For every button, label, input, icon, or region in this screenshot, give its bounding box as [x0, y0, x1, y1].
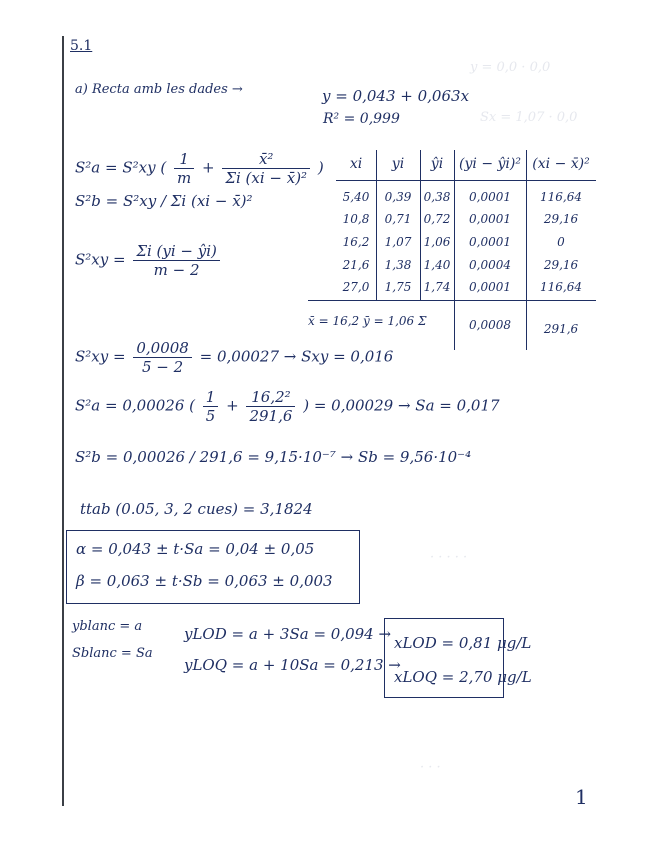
fraction: $\frac{\text{16,2²}}{291,6}$: [246, 388, 295, 425]
table-cell: 0,72: [423, 212, 451, 226]
show-through-text: y = 0,0 · 0,0: [470, 60, 551, 75]
results-box: [384, 618, 504, 698]
formula-sa: S²a = S²xy ( $\frac{1}{m}$ + $\frac{\text{x̄²}}{\text{Σi (xi − x̄)²}}$ ): [75, 150, 324, 187]
x-lod: xLOD = 0,81 μg/L: [394, 634, 532, 652]
show-through-text: · · ·: [420, 760, 441, 775]
table-cell: 1,06: [423, 235, 451, 249]
fraction: $\frac{\text{x̄²}}{\text{Σi (xi − x̄)²}}$: [222, 150, 310, 187]
table-cell: 0,0001: [469, 280, 511, 294]
table-cell: 0,0004: [469, 258, 511, 272]
margin-line: [62, 36, 64, 806]
s-blank: Sblanc = Sa: [72, 646, 153, 661]
show-through-text: · · · · ·: [430, 550, 468, 565]
table-header: ŷi: [430, 156, 444, 172]
table-cell: 1,40: [423, 258, 451, 272]
table-cell: 27,0: [342, 280, 370, 294]
formula-sxy: S²xy = $\frac{\Sigma i (yi - ŷi)}{m - 2}$: [75, 242, 223, 279]
section-number: 5.1: [70, 38, 93, 54]
table-cell: 0,71: [384, 212, 412, 226]
table-cell: 16,2: [342, 235, 370, 249]
table-cell: 1,75: [384, 280, 412, 294]
y-loq: yLOQ = a + 10Sa = 0,213 →: [184, 656, 401, 674]
table-cell: 10,8: [342, 212, 370, 226]
table-cell: 29,16: [543, 212, 579, 226]
show-through-text: Sx = 1,07 · 0,0: [480, 110, 578, 125]
alpha-interval: α = 0,043 ± t·Sa = 0,04 ± 0,05: [76, 540, 315, 558]
table-summary-means: x̄ = 16,2 ȳ = 1,06 Σ: [308, 314, 427, 328]
table-cell: 0,0001: [469, 190, 511, 204]
beta-interval: β = 0,063 ± t·Sb = 0,063 ± 0,003: [76, 572, 333, 590]
fraction: $\frac{0,0008}{5 - 2}$: [133, 339, 192, 376]
calc-sxy: S²xy = $\frac{0,0008}{5 - 2}$ = 0,00027 → Sxy = 0,016: [75, 339, 394, 376]
table-rule: [336, 180, 596, 181]
table-sum-x: 291,6: [543, 322, 579, 336]
calc-sa: S²a = 0,00026 ( $\frac{1}{5}$ + $\frac{\text{16,2²}}{291,6}$ ) = 0,00029 → Sa = 0,017: [75, 388, 500, 425]
x-loq: xLOQ = 2,70 μg/L: [394, 668, 532, 686]
table-header: xi: [349, 156, 363, 172]
table-sum-residuals: 0,0008: [469, 318, 511, 332]
table-cell: 116,64: [540, 280, 582, 294]
table-cell: 21,6: [342, 258, 370, 272]
table-cell: 29,16: [543, 258, 579, 272]
table-cell: 1,38: [384, 258, 412, 272]
regression-equation: y = 0,043 + 0,063x: [322, 87, 470, 105]
table-rule: [308, 300, 596, 301]
table-header: (yi − ŷi)²: [459, 156, 521, 172]
table-header: yi: [391, 156, 405, 172]
table-cell: 0: [557, 235, 565, 249]
table-cell: 5,40: [342, 190, 370, 204]
y-lod: yLOD = a + 3Sa = 0,094 →: [184, 625, 392, 643]
table-cell: 0,0001: [469, 212, 511, 226]
table-header: (xi − x̄)²: [532, 156, 590, 172]
part-a-label: a) Recta amb les dades →: [75, 82, 243, 97]
fraction: $\frac{\Sigma i (yi - ŷi)}{m - 2}$: [133, 242, 220, 279]
y-blank: yblanc = a: [72, 619, 143, 634]
fraction: $\frac{1}{5}$: [203, 388, 219, 425]
data-table: [308, 150, 596, 350]
table-cell: 0,38: [423, 190, 451, 204]
calc-sb: S²b = 0,00026 / 291,6 = 9,15·10⁻⁷ → Sb = 9,56·10⁻⁴: [75, 448, 472, 466]
table-cell: 0,39: [384, 190, 412, 204]
t-table-value: ttab (0.05, 3, 2 cues) = 3,1824: [80, 500, 313, 518]
fraction: $\frac{1}{m}$: [174, 150, 194, 187]
formula-sb: S²b = S²xy / Σi (xi − x̄)²: [75, 192, 253, 210]
table-cell: 116,64: [540, 190, 582, 204]
page-number: 1: [575, 785, 588, 809]
table-cell: 0,0001: [469, 235, 511, 249]
table-cell: 1,74: [423, 280, 451, 294]
table-cell: 1,07: [384, 235, 412, 249]
r-squared: R² = 0,999: [323, 111, 400, 127]
